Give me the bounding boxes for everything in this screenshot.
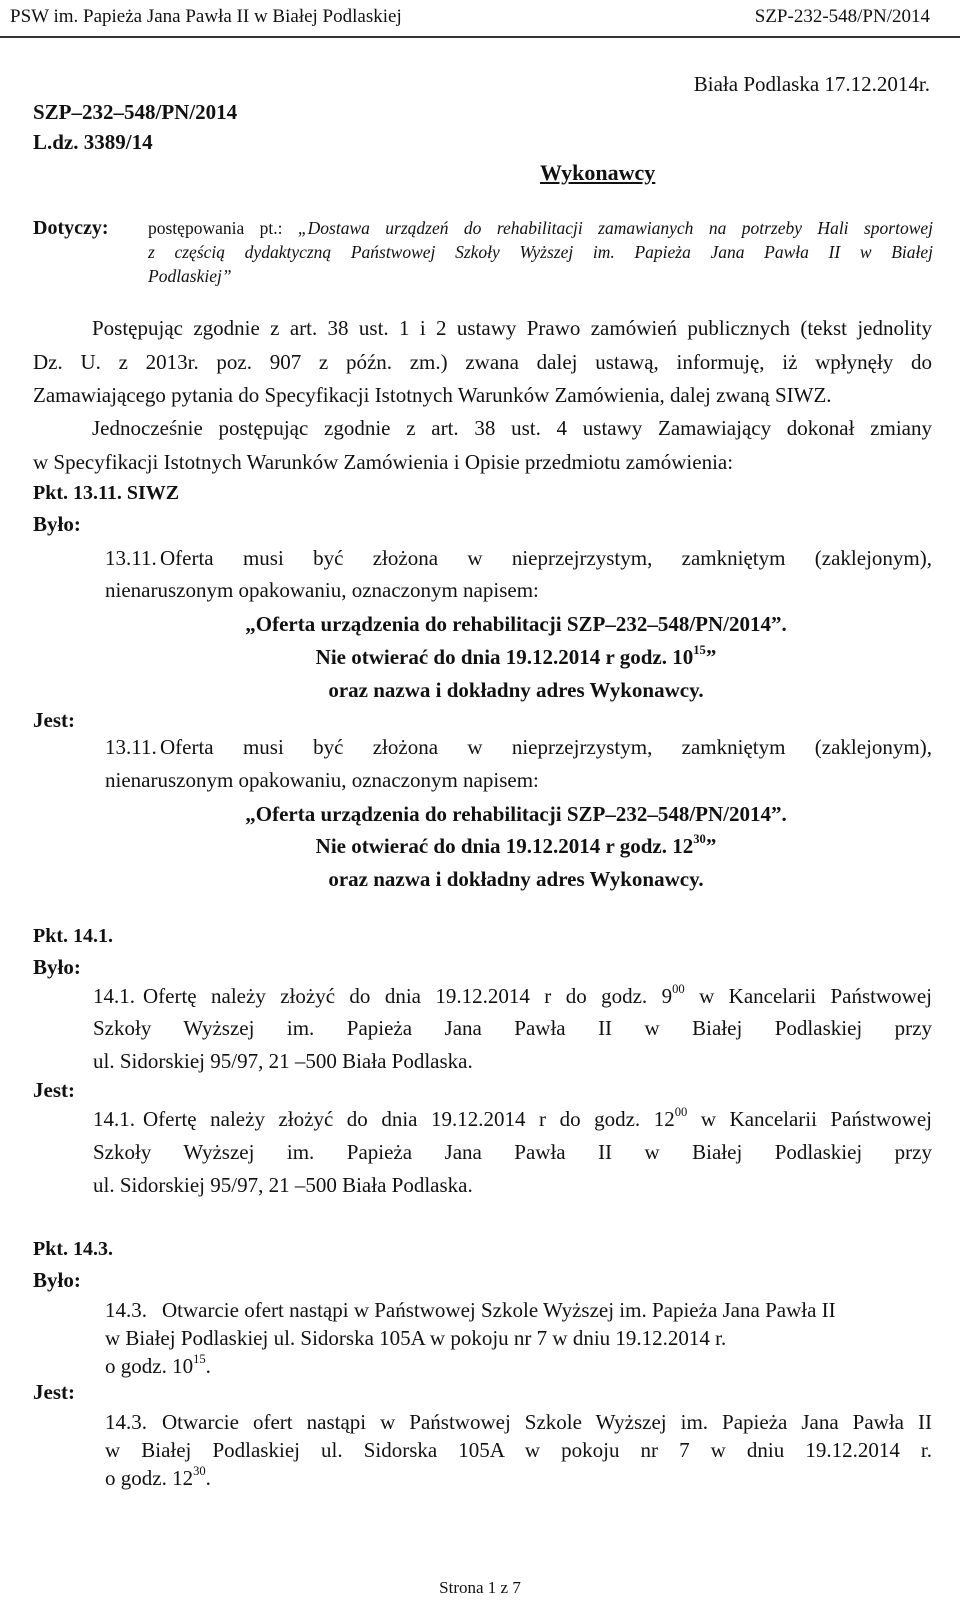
intro-line-3: Zamawiającego pytania do Specyfikacji Istotnych Warunków Zamówienia, dalej zwaną SIWZ.	[33, 383, 832, 407]
reference-number: SZP–232–548/PN/2014	[33, 100, 238, 124]
subject-label: Dotyczy:	[33, 217, 109, 239]
pkt-14-1-was-line-2: Szkoły Wyższej im. Papieża Jana Pawła II w Białej Podlaskiej przy	[93, 1016, 932, 1040]
subject-line-2: z częścią dydaktyczną Państwowej Szkoły Wyższej im. Papieża Jana Pawła II w Białej	[148, 242, 933, 262]
pkt-13-11-was-quote: „Oferta urządzenia do rehabilitacji SZP–232–548/PN/2014”.	[245, 612, 787, 636]
pkt-14-3-was-line-1: Otwarcie ofert nastąpi w Państwowej Szkole Wyższej im. Papieża Jana Pawła II	[162, 1298, 836, 1322]
pkt-13-11-title: Pkt. 13.11. SIWZ	[33, 482, 180, 504]
pkt-14-1-num-is: 14.1.	[93, 1107, 135, 1131]
pkt-13-11-is-name-line: oraz nazwa i dokładny adres Wykonawcy.	[328, 867, 704, 891]
pkt-14-3-was-line-2: w Białej Podlaskiej ul. Sidorska 105A w pokoju nr 7 w dniu 19.12.2014 r.	[105, 1326, 727, 1350]
pkt-14-3-was-line-3: o godz. $10^{15}$.	[105, 1352, 211, 1378]
pkt-14-1-is-line-1: Ofertę należy złożyć do dnia 19.12.2014 r do godz. $12^{00}$ w Kancelarii Państwowej	[143, 1105, 932, 1131]
pkt-13-11-was-noopen: Nie otwierać do dnia 19.12.2014 r godz. $10^{15}$”	[315, 643, 717, 669]
bylo-label-143: Było:	[33, 1268, 81, 1292]
pkt-14-1-was-line-3: ul. Sidorskiej 95/97, 21 –500 Biała Podlaska.	[93, 1049, 473, 1073]
jest-label-1311: Jest:	[33, 708, 75, 732]
pkt-14-3-is-line-2: w Białej Podlaskiej ul. Sidorska 105A w pokoju nr 7 w dniu 19.12.2014 r.	[105, 1438, 932, 1462]
page-number: Strona 1 z 7	[439, 1578, 521, 1597]
pkt-14-1-is-line-3: ul. Sidorskiej 95/97, 21 –500 Biała Podlaska.	[93, 1173, 473, 1197]
reference-ldz: L.dz. 3389/14	[33, 130, 153, 154]
recipient: Wykonawcy	[540, 160, 656, 185]
intro-line-4: Jednocześnie postępując zgodnie z art. 38 ust. 4 ustawy Zamawiający dokonał zmiany	[92, 416, 932, 440]
pkt-13-11-is-line-2: nienaruszonym opakowaniu, oznaczonym napisem:	[105, 768, 539, 792]
jest-label-143: Jest:	[33, 1380, 75, 1404]
subject-line-3: Podlaskiej”	[148, 266, 232, 286]
intro-line-2: Dz. U. z 2013r. poz. 907 z późn. zm.) zwana dalej ustawą, informuję, iż wpłynęły do	[33, 350, 932, 374]
pkt-13-11-num-was: 13.11.	[105, 546, 157, 570]
bylo-label-1311: Było:	[33, 512, 81, 536]
pkt-13-11-is-noopen: Nie otwierać do dnia 19.12.2014 r godz. $12^{30}$”	[315, 832, 717, 858]
pkt-14-1-num-was: 14.1.	[93, 984, 135, 1008]
pkt-14-3-title: Pkt. 14.3.	[33, 1238, 113, 1260]
header-divider	[0, 36, 960, 38]
intro-line-5: w Specyfikacji Istotnych Warunków Zamówienia i Opisie przedmiotu zamówienia:	[33, 450, 734, 474]
pkt-13-11-is-line-1: Oferta musi być złożona w nieprzejrzystym, zamkniętym (zaklejonym),	[160, 735, 932, 759]
pkt-13-11-num-is: 13.11.	[105, 735, 157, 759]
pkt-14-1-was-line-1: Ofertę należy złożyć do dnia 19.12.2014 r do godz. $9^{00}$ w Kancelarii Państwowej	[143, 982, 932, 1008]
bylo-label-141: Było:	[33, 955, 81, 979]
header-case-number: SZP-232-548/PN/2014	[754, 6, 930, 27]
pkt-14-3-num-was: 14.3.	[105, 1298, 147, 1322]
pkt-14-1-title: Pkt. 14.1.	[33, 925, 113, 947]
pkt-14-1-is-line-2: Szkoły Wyższej im. Papieża Jana Pawła II w Białej Podlaskiej przy	[93, 1140, 932, 1164]
pkt-13-11-is-quote: „Oferta urządzenia do rehabilitacji SZP–232–548/PN/2014”.	[245, 802, 787, 826]
intro-line-1: Postępując zgodnie z art. 38 ust. 1 i 2 ustawy Prawo zamówień publicznych (tekst jednolity	[92, 316, 932, 340]
header-institution: PSW im. Papieża Jana Pawła II w Białej Podlaskiej	[10, 6, 402, 27]
pkt-14-3-is-line-3: o godz. $12^{30}$.	[105, 1464, 211, 1490]
pkt-13-11-was-name-line: oraz nazwa i dokładny adres Wykonawcy.	[328, 678, 704, 702]
place-date: Biała Podlaska 17.12.2014r.	[693, 72, 930, 96]
pkt-14-3-is-line-1: Otwarcie ofert nastąpi w Państwowej Szkole Wyższej im. Papieża Jana Pawła II	[162, 1410, 932, 1434]
pkt-13-11-was-line-2: nienaruszonym opakowaniu, oznaczonym napisem:	[105, 578, 539, 602]
pkt-13-11-was-line-1: Oferta musi być złożona w nieprzejrzystym, zamkniętym (zaklejonym),	[160, 546, 932, 570]
jest-label-141: Jest:	[33, 1078, 75, 1102]
pkt-14-3-num-is: 14.3.	[105, 1410, 147, 1434]
subject-line-1: postępowania pt.: „Dostawa urządzeń do rehabilitacji zamawianych na potrzeby Hali sportowej	[148, 218, 933, 238]
